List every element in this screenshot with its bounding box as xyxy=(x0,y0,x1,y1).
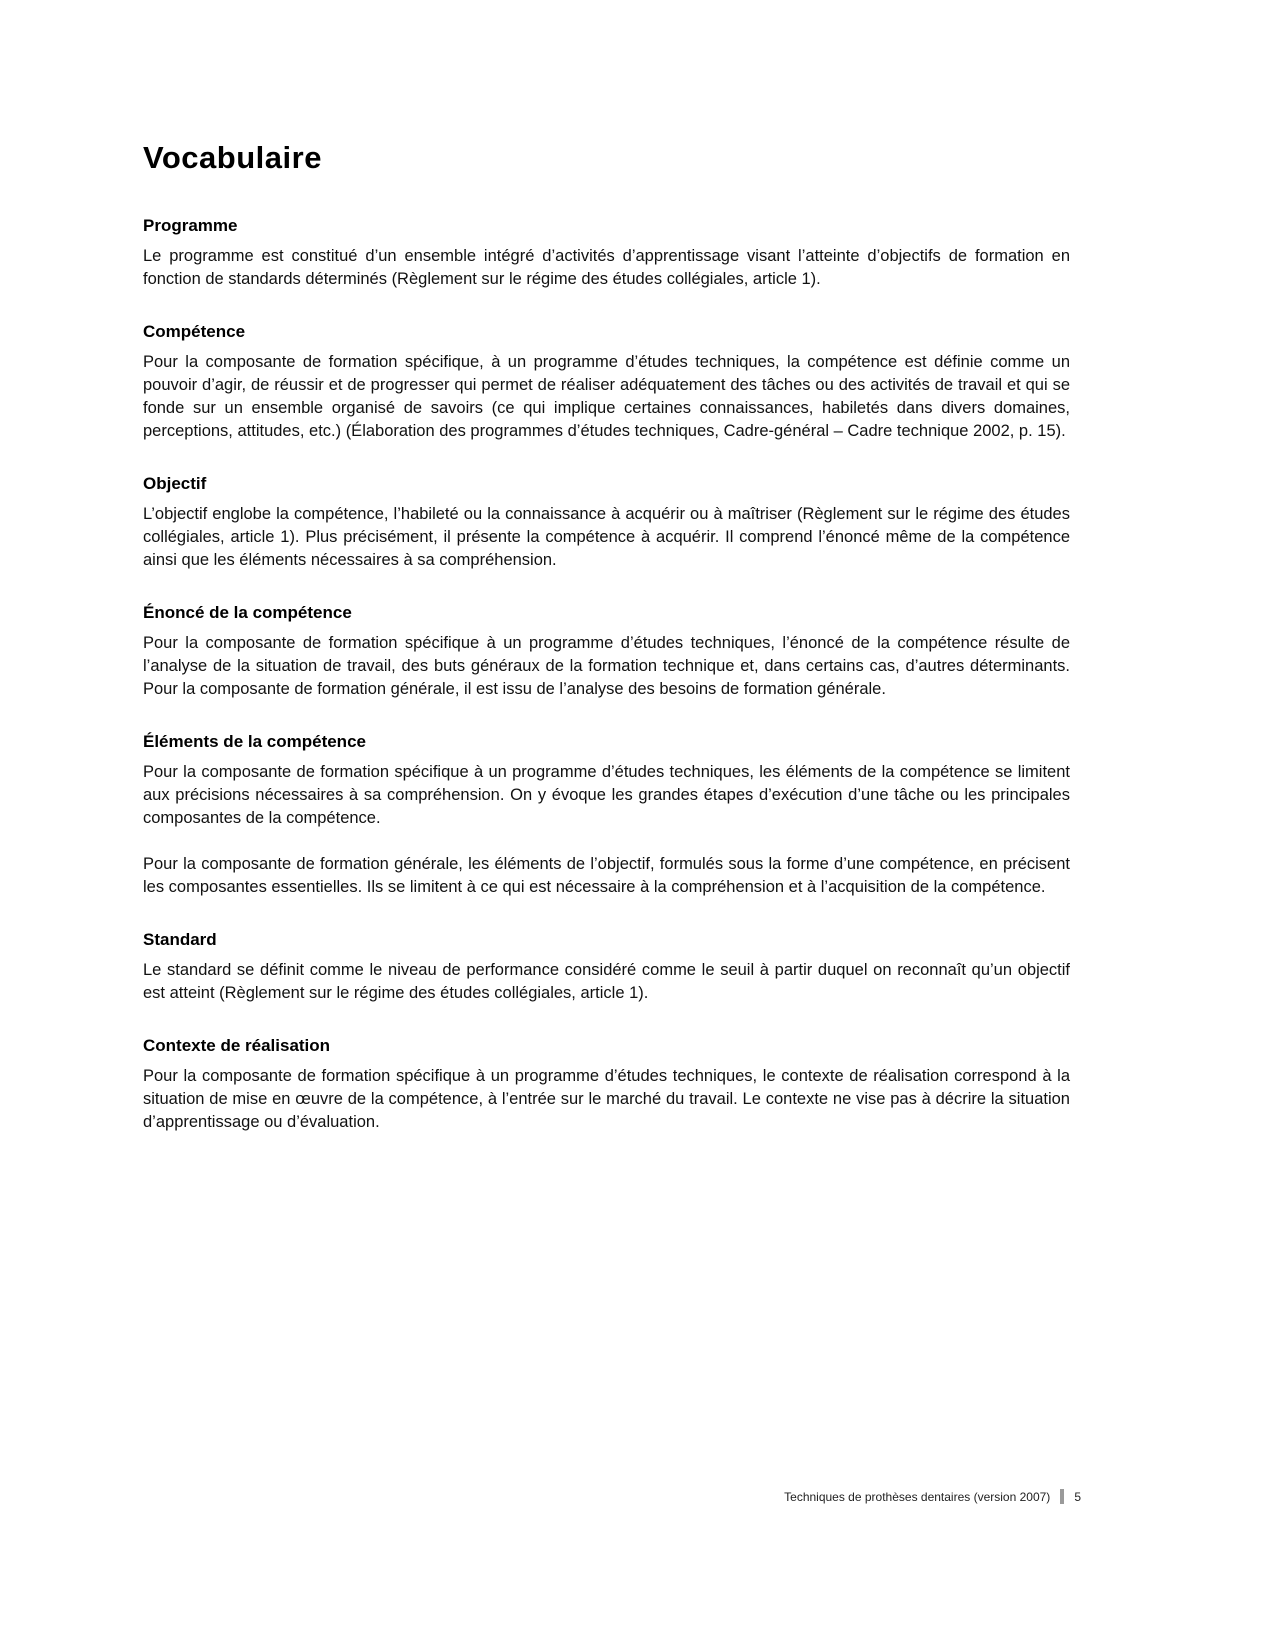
footer-page-number: 5 xyxy=(1074,1489,1081,1504)
section-heading: Énoncé de la compétence xyxy=(143,603,352,622)
section-programme xyxy=(143,216,1070,291)
section-contexte-de-realisation xyxy=(143,1036,1070,1134)
section-paragraph: Pour la composante de formation spécifique à un programme d’études techniques, le contexte de réalisation correspond à la situation de mise en œuvre de la compétence, à l’entrée sur le marché du travail. Le contexte ne vise pas à décrire la situation d’apprentissage ou d’évaluation. xyxy=(143,1067,1070,1131)
section-heading: Contexte de réalisation xyxy=(143,1036,331,1055)
section-enonce-de-la-competence xyxy=(143,603,1070,701)
section-paragraph: Pour la composante de formation spécifique à un programme d’études techniques, l’énoncé de la compétence résulte de l’analyse de la situation de travail, des buts généraux de la formation technique et, dans certains cas, d’autres déterminants. Pour la composante de formation générale, il est issu de l’analyse des besoins de formation générale. xyxy=(143,634,1070,698)
section-competence xyxy=(143,322,1070,443)
section-paragraph: Le programme est constitué d’un ensemble intégré d’activités d’apprentissage visant l’atteinte d’objectifs de formation en fonction de standards déterminés (Règlement sur le régime des études collégiales, article 1). xyxy=(143,247,1070,288)
section-heading: Programme xyxy=(143,216,238,235)
section-paragraph: Pour la composante de formation spécifique, à un programme d’études techniques, la compétence est définie comme un pouvoir d’agir, de réussir et de progresser qui permet de réaliser adéquatement des tâches ou des activités de travail et qui se fonde sur un ensemble organisé de savoirs (ce qui implique certaines connaissances, habiletés dans divers domaines, perceptions, attitudes, etc.) (Élaboration des programmes d’études techniques, Cadre-général – Cadre technique 2002, p. 15). xyxy=(143,353,1070,440)
section-heading: Éléments de la compétence xyxy=(143,732,366,751)
section-paragraph: Pour la composante de formation générale, les éléments de l’objectif, formulés sous la forme d’une compétence, en précisent les composantes essentielles. Ils se limitent à ce qui est nécessaire à la compréhension et à l’acquisition de la compétence. xyxy=(143,855,1070,896)
section-paragraph: Pour la composante de formation spécifique à un programme d’études techniques, les éléments de la compétence se limitent aux précisions nécessaires à sa compréhension. On y évoque les grandes étapes d’exécution d’une tâche ou les principales composantes de la compétence. xyxy=(143,763,1070,827)
section-elements-de-la-competence xyxy=(143,732,1070,899)
page-title: Vocabulaire xyxy=(143,140,322,175)
section-heading: Compétence xyxy=(143,322,246,341)
section-heading: Objectif xyxy=(143,474,207,493)
section-standard xyxy=(143,930,1070,1005)
section-paragraph: L’objectif englobe la compétence, l’habileté ou la connaissance à acquérir ou à maîtriser (Règlement sur le régime des études collégiales, article 1). Plus précisément, il présente la compétence à acquérir. Il comprend l’énoncé même de la compétence ainsi que les éléments nécessaires à sa compréhension. xyxy=(143,505,1070,569)
section-heading: Standard xyxy=(143,930,217,949)
page-footer xyxy=(784,1489,1081,1504)
section-paragraph: Le standard se définit comme le niveau de performance considéré comme le seuil à partir duquel on reconnaît qu’un objectif est atteint (Règlement sur le régime des études collégiales, article 1). xyxy=(143,961,1070,1002)
section-objectif xyxy=(143,474,1070,572)
footer-text: Techniques de prothèses dentaires (version 2007) xyxy=(784,1489,1051,1504)
footer-divider xyxy=(1060,1489,1064,1504)
